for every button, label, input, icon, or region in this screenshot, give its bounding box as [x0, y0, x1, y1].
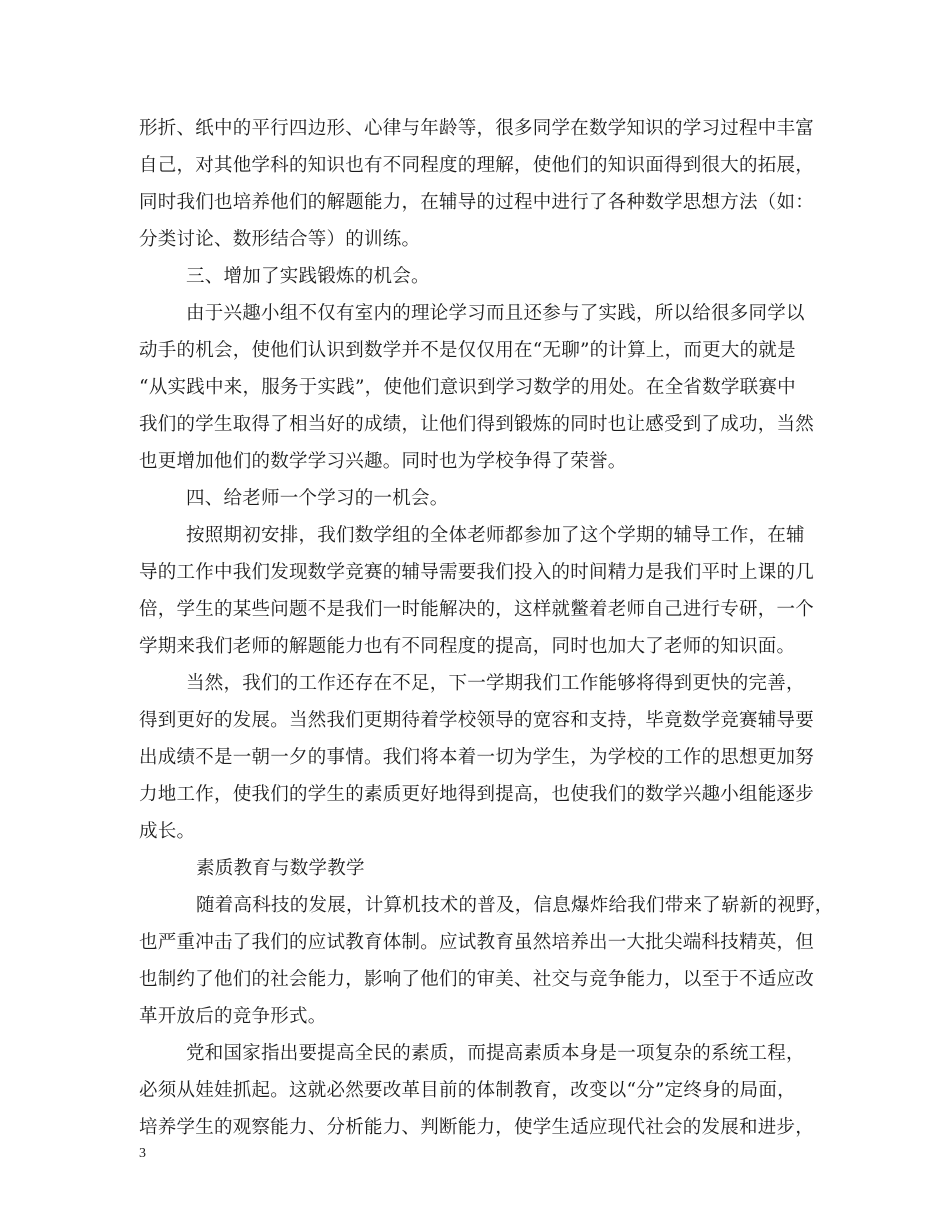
- text-line: 自己，对其他学科的知识也有不同程度的理解，使他们的知识面得到很大的拓展，: [139, 155, 815, 176]
- article-title: 素质教育与数学教学: [196, 858, 365, 879]
- page-number: 3: [139, 1146, 146, 1161]
- text-line: 动手的机会，使他们认识到数学并不是仅仅用在“无聊”的计算上，而更大的就是: [139, 340, 796, 361]
- text-line: 倍，学生的某些问题不是我们一时能解决的，这样就鳖着老师自己进行专研，一个: [139, 599, 815, 620]
- text-line: 导的工作中我们发现数学竞赛的辅导需要我们投入的时间精力是我们平时上课的几: [139, 562, 815, 583]
- text-line: 培养学生的观察能力、分析能力、判断能力，使学生适应现代社会的发展和进步，: [139, 1117, 815, 1138]
- text-line: 按照期初安排，我们数学组的全体老师都参加了这个学期的辅导工作，在辅: [186, 525, 805, 546]
- text-line: 也制约了他们的社会能力，影响了他们的审美、社交与竞争能力，以至于不适应改: [139, 969, 815, 990]
- text-line: 同时我们也培养他们的解题能力，在辅导的过程中进行了各种数学思想方法（如：: [139, 192, 815, 213]
- text-line: 必须从娃娃抓起。这就必然要改革目前的体制教育，改变以“分”定终身的局面，: [139, 1080, 796, 1101]
- text-line: 党和国家指出要提高全民的素质，而提高素质本身是一项复杂的系统工程，: [186, 1043, 805, 1064]
- text-line: 由于兴趣小组不仅有室内的理论学习而且还参与了实践，所以给很多同学以: [186, 303, 805, 324]
- text-line: 也更增加他们的数学学习兴趣。同时也为学校争得了荣誉。: [139, 451, 627, 472]
- text-line: 当然，我们的工作还存在不足，下一学期我们工作能够将得到更快的完善，: [186, 673, 805, 694]
- text-line: 学期来我们老师的解题能力也有不同程度的提高，同时也加大了老师的知识面。: [139, 636, 796, 657]
- text-line: 得到更好的发展。当然我们更期待着学校领导的宽容和支持，毕竟数学竞赛辅导要: [139, 710, 815, 731]
- text-line: 随着高科技的发展，计算机技术的普及，信息爆炸给我们带来了崭新的视野，: [196, 895, 834, 916]
- text-line: 力地工作，使我们的学生的素质更好地得到提高，也使我们的数学兴趣小组能逐步: [139, 784, 815, 805]
- section-heading: 四、给老师一个学习的一机会。: [186, 488, 449, 509]
- text-line: 出成绩不是一朝一夕的事情。我们将本着一切为学生，为学校的工作的思想更加努: [139, 747, 815, 768]
- text-line: “从实践中来，服务于实践”，使他们意识到学习数学的用处。在全省数学联赛中: [139, 377, 796, 398]
- text-line: 我们的学生取得了相当好的成绩，让他们得到锻炼的同时也让感受到了成功，当然: [139, 414, 815, 435]
- section-heading: 三、增加了实践锻炼的机会。: [186, 266, 430, 287]
- text-line: 也严重冲击了我们的应试教育体制。应试教育虽然培养出一大批尖端科技精英，但: [139, 932, 815, 953]
- text-line: 形折、纸中的平行四边形、心律与年龄等，很多同学在数学知识的学习过程中丰富: [139, 118, 815, 139]
- text-line: 分类讨论、数形结合等）的训练。: [139, 229, 421, 250]
- text-line: 革开放后的竞争形式。: [139, 1006, 327, 1027]
- text-line: 成长。: [139, 821, 196, 842]
